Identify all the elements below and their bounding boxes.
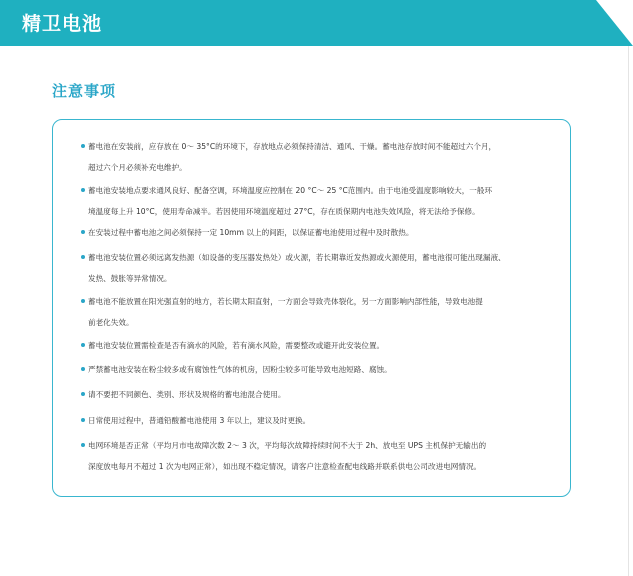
note-line: 发热、鼓胀等异常情况。 bbox=[88, 274, 172, 283]
note-item bbox=[88, 247, 506, 289]
bullet-dot-icon bbox=[81, 418, 85, 422]
note-line: 电网环境是否正常（平均月市电故障次数 2～ 3 次，平均每次故障持续时间不大于 2h、放电至 UPS 主机保护无输出的 bbox=[88, 441, 487, 450]
note-line: 前老化失效。 bbox=[88, 318, 134, 327]
note-line: 深度放电每月不超过 1 次为电网正常），如出现不稳定情况，请客户注意检查配电线路并联系供电公司改进电网情况。 bbox=[88, 462, 482, 471]
bullet-dot-icon bbox=[81, 144, 85, 148]
note-item bbox=[88, 384, 285, 405]
note-line: 蓄电池安装位置必须远离发热源（如设备的变压器发热处）或火源，若长期靠近发热源或火源使用，蓄电池很可能出现漏液、 bbox=[88, 253, 506, 262]
bullet-dot-icon bbox=[81, 299, 85, 303]
note-item bbox=[88, 410, 310, 431]
bullet-dot-icon bbox=[81, 343, 85, 347]
page-title: 精卫电池 bbox=[22, 13, 103, 35]
bullet-dot-icon bbox=[81, 367, 85, 371]
note-item bbox=[88, 136, 496, 178]
note-line: 超过六个月必须补充电维护。 bbox=[88, 163, 187, 172]
note-item bbox=[88, 359, 392, 380]
bullet-dot-icon bbox=[81, 392, 85, 396]
note-line: 在安装过程中蓄电池之间必须保持一定 10mm 以上的间距，以保证蓄电池使用过程中及时散热。 bbox=[88, 228, 414, 237]
bullet-dot-icon bbox=[81, 188, 85, 192]
bullet-dot-icon bbox=[81, 443, 85, 447]
note-line: 蓄电池安装位置需检查是否有滴水的风险，若有滴水风险，需要整改或避开此安装位置。 bbox=[88, 341, 385, 350]
bullet-dot-icon bbox=[81, 230, 85, 234]
note-line: 蓄电池不能放置在阳光强直射的地方，若长期太阳直射，一方面会导致壳体裂化，另一方面影响内部性能，导致电池提 bbox=[88, 297, 483, 306]
note-line: 蓄电池在安装前，应存放在 0～ 35°C的环境下，存放地点必须保持清洁、通风、干燥。蓄电池存放时间不能超过六个月， bbox=[88, 142, 497, 151]
note-line: 境温度每上升 10°C，使用寿命减半。若因使用环境温度超过 27°C，存在质保期内电池失效风险，将无法给予保修。 bbox=[88, 207, 480, 216]
note-line: 请不要把不同颜色、类别、形状及规格的蓄电池混合使用。 bbox=[88, 390, 286, 399]
note-line: 日常使用过程中，普通铅酸蓄电池使用 3 年以上，建议及时更换。 bbox=[88, 416, 311, 425]
header-corner-cut bbox=[596, 0, 633, 46]
page-edge-divider bbox=[628, 46, 629, 576]
note-item bbox=[88, 335, 384, 356]
note-item bbox=[88, 180, 492, 222]
section-title: 注意事项 bbox=[52, 82, 117, 100]
note-line: 蓄电池安装地点要求通风良好、配备空调，环境温度应控制在 20 °C～ 25 °C范围内。由于电池受温度影响较大，一般环 bbox=[88, 186, 493, 195]
note-line: 严禁蓄电池安装在粉尘较多或有腐蚀性气体的机房，因粉尘较多可能导致电池短路、腐蚀。 bbox=[88, 365, 392, 374]
note-item bbox=[88, 291, 483, 333]
bullet-dot-icon bbox=[81, 255, 85, 259]
note-item bbox=[88, 435, 486, 477]
note-item bbox=[88, 222, 413, 243]
